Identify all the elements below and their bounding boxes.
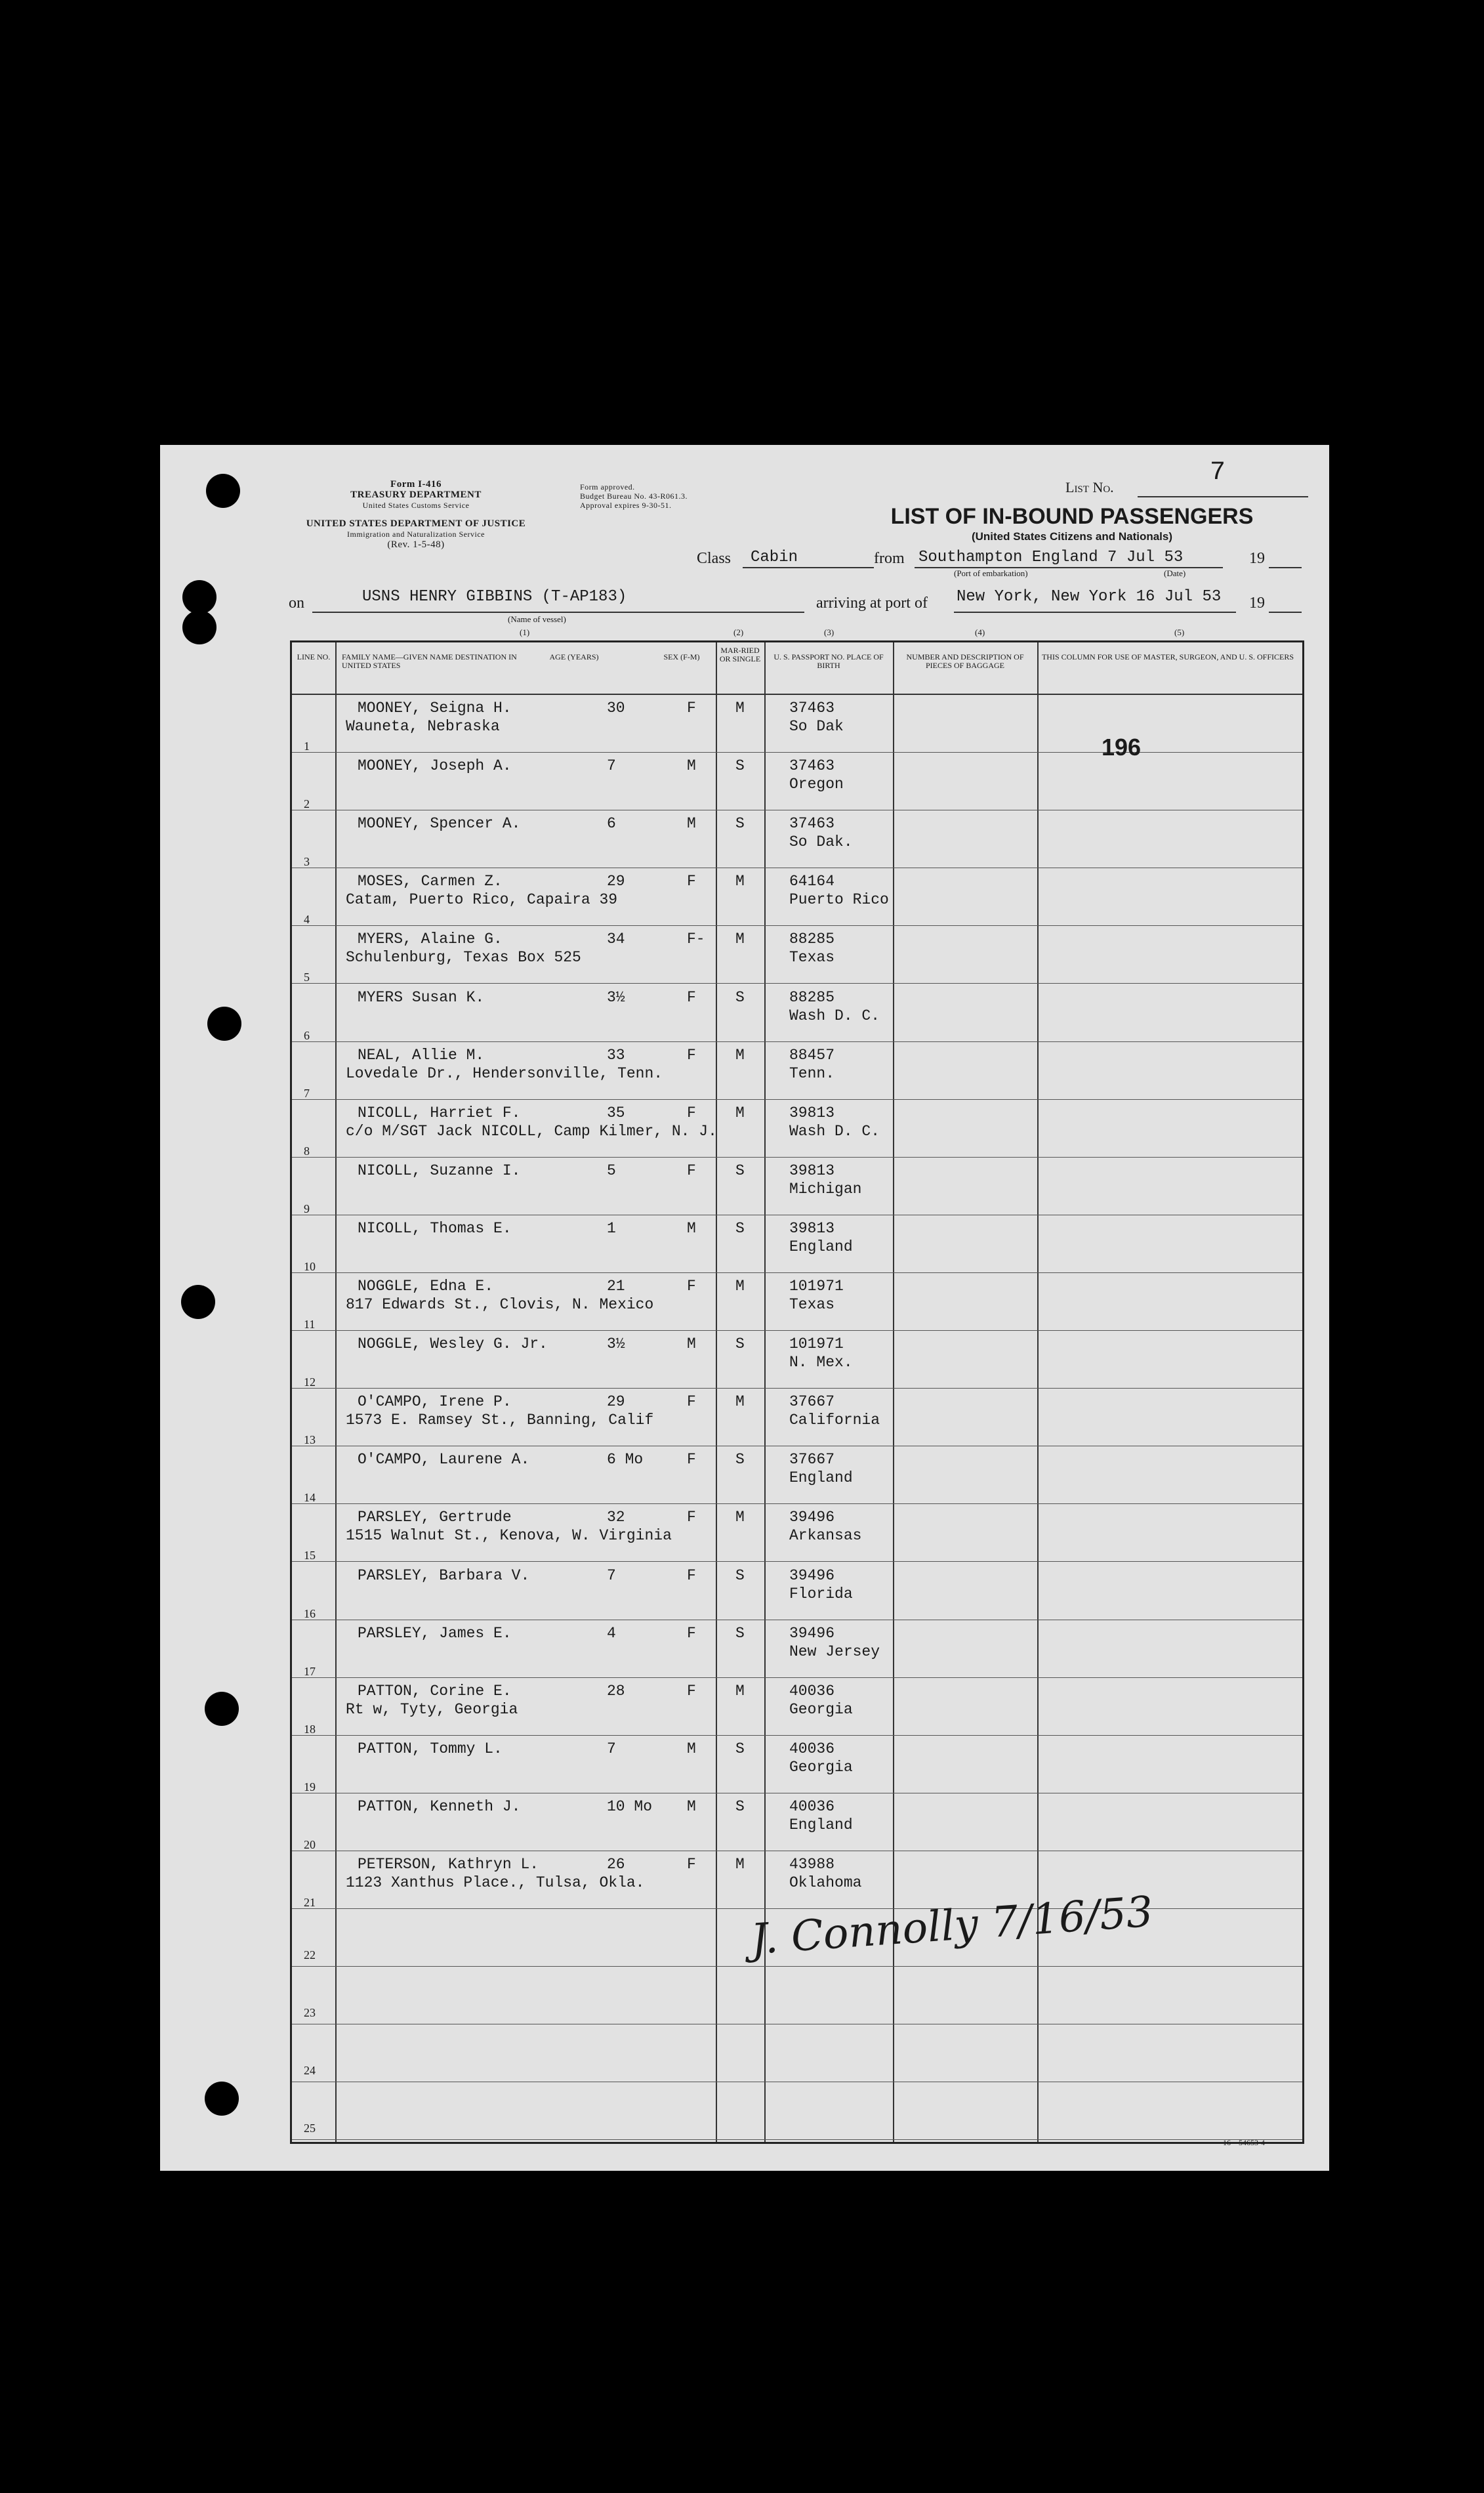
line-number: 23 — [304, 2006, 316, 2020]
table-row — [292, 1504, 1302, 1562]
punch-hole — [181, 1285, 215, 1319]
age: 5 — [607, 1162, 616, 1179]
table-row — [292, 753, 1302, 810]
place-of-birth: England — [789, 1238, 853, 1255]
passenger-name: NICOLL, Harriet F. — [358, 1104, 521, 1121]
passenger-name: NICOLL, Thomas E. — [358, 1219, 512, 1237]
class-label: Class — [697, 550, 732, 567]
marital-status: M — [735, 1046, 745, 1064]
col-header-officers: THIS COLUMN FOR USE OF MASTER, SURGEON, AND U. S. OFFICERS — [1041, 652, 1294, 661]
sex: M — [687, 1219, 696, 1237]
punch-hole — [205, 2082, 239, 2116]
marital-status: S — [735, 757, 745, 775]
age: 21 — [607, 1278, 625, 1295]
age: 35 — [607, 1104, 625, 1121]
passenger-name: MOONEY, Joseph A. — [358, 757, 512, 775]
class-value: Cabin — [751, 549, 798, 566]
year-label-2: 19 — [1249, 595, 1265, 612]
line-number: 3 — [304, 855, 310, 869]
marital-status: S — [735, 1219, 745, 1237]
table-row — [292, 1331, 1302, 1389]
place-of-birth: Florida — [789, 1585, 853, 1603]
age: 6 — [607, 815, 616, 833]
place-of-birth: Tenn. — [789, 1064, 835, 1082]
line-number: 2 — [304, 797, 310, 811]
col-num-1: (1) — [520, 627, 530, 637]
col-header-baggage: NUMBER AND DESCRIPTION OF PIECES OF BAGGAGE — [906, 652, 1024, 670]
line-number: 11 — [304, 1318, 316, 1331]
passenger-name: O'CAMPO, Irene P. — [358, 1393, 512, 1411]
table-row — [292, 1100, 1302, 1158]
marital-status: S — [735, 815, 745, 833]
passport-number: 43988 — [789, 1856, 835, 1873]
table-row — [292, 1736, 1302, 1793]
place-of-birth: So Dak. — [789, 833, 853, 851]
line-number: 15 — [304, 1549, 316, 1562]
passport-number: 39496 — [789, 1624, 835, 1642]
sex: M — [687, 815, 696, 833]
passport-number: 88285 — [789, 988, 835, 1006]
col-num-4: (4) — [975, 627, 985, 637]
place-of-birth: So Dak — [789, 718, 844, 735]
manifest-page — [160, 445, 1329, 2171]
marital-status: M — [735, 1856, 745, 1873]
age: 3½ — [607, 988, 625, 1006]
sex: F — [687, 873, 696, 890]
officer-stamp: 196 — [1102, 734, 1142, 761]
dept-justice: UNITED STATES DEPARTMENT OF JUSTICE — [306, 518, 526, 529]
age: 32 — [607, 1509, 625, 1526]
sex: F — [687, 988, 696, 1006]
place-of-birth: N. Mex. — [789, 1354, 853, 1372]
col-header-sex: SEX (F-M) — [663, 652, 700, 661]
passport-number: 39813 — [789, 1162, 835, 1179]
table-row — [292, 1446, 1302, 1504]
col-header-passport: U. S. PASSPORT NO. PLACE OF BIRTH — [773, 652, 884, 670]
line-number: 17 — [304, 1664, 316, 1678]
age: 3½ — [607, 1335, 625, 1353]
line-number: 22 — [304, 1948, 316, 1962]
passenger-name: PATTON, Kenneth J. — [358, 1797, 521, 1815]
place-of-birth: England — [789, 1816, 853, 1833]
list-no-label: List No. — [1065, 479, 1114, 495]
col-header-name: FAMILY NAME—GIVEN NAME DESTINATION IN UNITED STATES — [342, 652, 517, 670]
passenger-name: PARSLEY, Barbara V. — [358, 1566, 530, 1584]
marital-status: S — [735, 1566, 745, 1584]
passport-number: 39813 — [789, 1104, 835, 1121]
line-number: 8 — [304, 1144, 310, 1158]
passenger-name: MYERS, Alaine G. — [358, 931, 503, 948]
line-number: 10 — [304, 1259, 316, 1273]
place-of-birth: Wash D. C. — [789, 1007, 880, 1024]
port-caption: (Port of embarkation) — [954, 568, 1028, 578]
passport-number: 37667 — [789, 1451, 835, 1469]
marital-status: M — [735, 1509, 745, 1526]
passport-number: 40036 — [789, 1797, 835, 1815]
destination: Catam, Puerto Rico, Capaira 39 — [346, 891, 618, 909]
age: 26 — [607, 1856, 625, 1873]
destination: 1573 E. Ramsey St., Banning, Calif — [346, 1412, 654, 1429]
age: 7 — [607, 757, 616, 775]
line-number: 7 — [304, 1086, 310, 1100]
list-number: 7 — [1210, 458, 1226, 488]
destination: c/o M/SGT Jack NICOLL, Camp Kilmer, N. J. — [346, 1122, 717, 1140]
passenger-name: PARSLEY, James E. — [358, 1624, 512, 1642]
col-num-5: (5) — [1174, 627, 1185, 637]
table-row — [292, 868, 1302, 926]
sex: F — [687, 1451, 696, 1469]
table-row — [292, 1273, 1302, 1331]
page-subtitle: (United States Citizens and Nationals) — [971, 530, 1173, 543]
destination: Wauneta, Nebraska — [346, 718, 500, 735]
passport-number: 37463 — [789, 700, 835, 717]
age: 4 — [607, 1624, 616, 1642]
passport-number: 40036 — [789, 1740, 835, 1757]
col-header-married: MAR-RIED OR SINGLE — [719, 646, 761, 663]
passenger-name: NOGGLE, Wesley G. Jr. — [358, 1335, 548, 1353]
on-label: on — [289, 595, 304, 612]
passenger-name: O'CAMPO, Laurene A. — [358, 1451, 530, 1469]
table-row — [292, 984, 1302, 1042]
arriving-label: arriving at port of — [816, 595, 928, 612]
table-row — [292, 810, 1302, 868]
from-value: Southampton England 7 Jul 53 — [918, 549, 1184, 566]
line-number: 5 — [304, 971, 310, 984]
place-of-birth: Arkansas — [789, 1527, 862, 1545]
marital-status: S — [735, 1451, 745, 1469]
approval-2: Budget Bureau No. 43-R061.3. — [580, 492, 688, 501]
marital-status: S — [735, 1624, 745, 1642]
sex: F — [687, 1856, 696, 1873]
place-of-birth: Texas — [789, 1296, 835, 1313]
table-row — [292, 1562, 1302, 1620]
sex: F — [687, 1566, 696, 1584]
table-row — [292, 1215, 1302, 1273]
destination: Schulenburg, Texas Box 525 — [346, 949, 581, 967]
destination: 1515 Walnut St., Kenova, W. Virginia — [346, 1527, 672, 1545]
place-of-birth: Georgia — [789, 1700, 853, 1718]
passenger-name: MYERS Susan K. — [358, 988, 485, 1006]
passport-number: 37667 — [789, 1393, 835, 1411]
line-number: 1 — [304, 740, 310, 753]
destination: 817 Edwards St., Clovis, N. Mexico — [346, 1296, 654, 1313]
passenger-name: PARSLEY, Gertrude — [358, 1509, 512, 1526]
marital-status: S — [735, 988, 745, 1006]
vessel-name: USNS HENRY GIBBINS (T-AP183) — [362, 588, 627, 606]
approval-3: Approval expires 9-30-51. — [580, 501, 672, 510]
passenger-name: NEAL, Allie M. — [358, 1046, 485, 1064]
marital-status: S — [735, 1335, 745, 1353]
line-number: 16 — [304, 1606, 316, 1620]
passport-number: 39496 — [789, 1566, 835, 1584]
marital-status: S — [735, 1797, 745, 1815]
passport-number: 37463 — [789, 815, 835, 833]
inspector-signature: J. Connolly 7/16/53 — [749, 1887, 1155, 1965]
table-row — [292, 1793, 1302, 1851]
arrival-port: New York, New York 16 Jul 53 — [957, 588, 1222, 606]
sex: F — [687, 1162, 696, 1179]
date-caption: (Date) — [1164, 568, 1186, 578]
table-row — [292, 926, 1302, 984]
passenger-name: PATTON, Tommy L. — [358, 1740, 503, 1757]
age: 10 Mo — [607, 1797, 653, 1815]
revision: (Rev. 1-5-48) — [387, 539, 445, 550]
line-number: 24 — [304, 2064, 316, 2078]
place-of-birth: California — [789, 1412, 880, 1429]
passenger-name: PATTON, Corine E. — [358, 1682, 512, 1700]
sex: M — [687, 757, 696, 775]
line-number: 25 — [304, 2122, 316, 2135]
passenger-name: MOONEY, Spencer A. — [358, 815, 521, 833]
line-number: 6 — [304, 1028, 310, 1042]
sex: F — [687, 1624, 696, 1642]
age: 7 — [607, 1566, 616, 1584]
passport-number: 101971 — [789, 1335, 844, 1353]
sex: F — [687, 1104, 696, 1121]
age: 29 — [607, 873, 625, 890]
passport-number: 40036 — [789, 1682, 835, 1700]
age: 7 — [607, 1740, 616, 1757]
sex: F- — [687, 931, 705, 948]
punch-hole — [182, 610, 216, 644]
passenger-name: MOSES, Carmen Z. — [358, 873, 503, 890]
passenger-name: NOGGLE, Edna E. — [358, 1278, 494, 1295]
table-row — [292, 1042, 1302, 1100]
passport-number: 64164 — [789, 873, 835, 890]
destination: Lovedale Dr., Hendersonville, Tenn. — [346, 1064, 663, 1082]
page-title: LIST OF IN-BOUND PASSENGERS — [890, 504, 1254, 529]
sex: F — [687, 1682, 696, 1700]
age: 34 — [607, 931, 625, 948]
marital-status: M — [735, 1278, 745, 1295]
passport-number: 39813 — [789, 1219, 835, 1237]
sex: M — [687, 1740, 696, 1757]
sex: F — [687, 1509, 696, 1526]
from-label: from — [874, 550, 905, 567]
place-of-birth: Michigan — [789, 1180, 862, 1198]
destination: 1123 Xanthus Place., Tulsa, Okla. — [346, 1874, 645, 1891]
marital-status: M — [735, 931, 745, 948]
approval-1: Form approved. — [580, 482, 635, 492]
passport-number: 88285 — [789, 931, 835, 948]
col-header-line: LINE NO. — [297, 652, 331, 661]
table-row — [292, 1620, 1302, 1678]
marital-status: M — [735, 700, 745, 717]
marital-status: S — [735, 1740, 745, 1757]
sex: F — [687, 1046, 696, 1064]
place-of-birth: Georgia — [789, 1758, 853, 1776]
punch-hole — [205, 1692, 239, 1726]
passport-number: 88457 — [789, 1046, 835, 1064]
place-of-birth: Texas — [789, 949, 835, 967]
year-label: 19 — [1249, 550, 1265, 567]
place-of-birth: Oregon — [789, 776, 844, 793]
passport-number: 39496 — [789, 1509, 835, 1526]
passenger-name: MOONEY, Seigna H. — [358, 700, 512, 717]
sex: F — [687, 1278, 696, 1295]
line-number: 20 — [304, 1837, 316, 1851]
dept-treasury-sub: United States Customs Service — [362, 501, 470, 510]
marital-status: M — [735, 1393, 745, 1411]
col-header-age: AGE (YEARS) — [549, 652, 599, 661]
sex: F — [687, 1393, 696, 1411]
footer-code: 16—54653-4 — [1223, 2138, 1265, 2147]
line-number: 21 — [304, 1896, 316, 1909]
age: 6 Mo — [607, 1451, 644, 1469]
marital-status: M — [735, 873, 745, 890]
punch-hole — [182, 580, 216, 614]
line-number: 13 — [304, 1433, 316, 1447]
line-number: 19 — [304, 1780, 316, 1793]
dept-treasury: TREASURY DEPARTMENT — [350, 490, 482, 500]
age: 28 — [607, 1682, 625, 1700]
passenger-name: NICOLL, Suzanne I. — [358, 1162, 521, 1179]
line-number: 18 — [304, 1722, 316, 1736]
punch-hole — [206, 474, 240, 508]
marital-status: M — [735, 1104, 745, 1121]
sex: M — [687, 1335, 696, 1353]
vessel-caption: (Name of vessel) — [508, 614, 566, 624]
line-number: 14 — [304, 1491, 316, 1505]
table-row — [292, 1967, 1302, 2024]
age: 33 — [607, 1046, 625, 1064]
line-number: 9 — [304, 1202, 310, 1215]
age: 29 — [607, 1393, 625, 1411]
sex: F — [687, 700, 696, 717]
age: 1 — [607, 1219, 616, 1237]
place-of-birth: Wash D. C. — [789, 1122, 880, 1140]
punch-hole — [207, 1007, 241, 1041]
passenger-name: PETERSON, Kathryn L. — [358, 1856, 539, 1873]
table-row — [292, 2082, 1302, 2140]
dept-justice-sub: Immigration and Naturalization Service — [347, 530, 485, 539]
age: 30 — [607, 700, 625, 717]
table-row — [292, 695, 1302, 753]
table-row — [292, 1158, 1302, 1215]
destination: Rt w, Tyty, Georgia — [346, 1700, 518, 1718]
marital-status: M — [735, 1682, 745, 1700]
table-row — [292, 1678, 1302, 1736]
col-num-2: (2) — [733, 627, 744, 637]
place-of-birth: Puerto Rico — [789, 891, 889, 909]
marital-status: S — [735, 1162, 745, 1179]
sex: M — [687, 1797, 696, 1815]
line-number: 4 — [304, 913, 310, 927]
place-of-birth: Oklahoma — [789, 1874, 862, 1891]
passport-number: 101971 — [789, 1278, 844, 1295]
form-number: Form I-416 — [390, 479, 442, 490]
table-row — [292, 2024, 1302, 2082]
line-number: 12 — [304, 1375, 316, 1389]
passport-number: 37463 — [789, 757, 835, 775]
place-of-birth: New Jersey — [789, 1643, 880, 1660]
place-of-birth: England — [789, 1469, 853, 1487]
table-row — [292, 1389, 1302, 1446]
col-num-3: (3) — [824, 627, 835, 637]
